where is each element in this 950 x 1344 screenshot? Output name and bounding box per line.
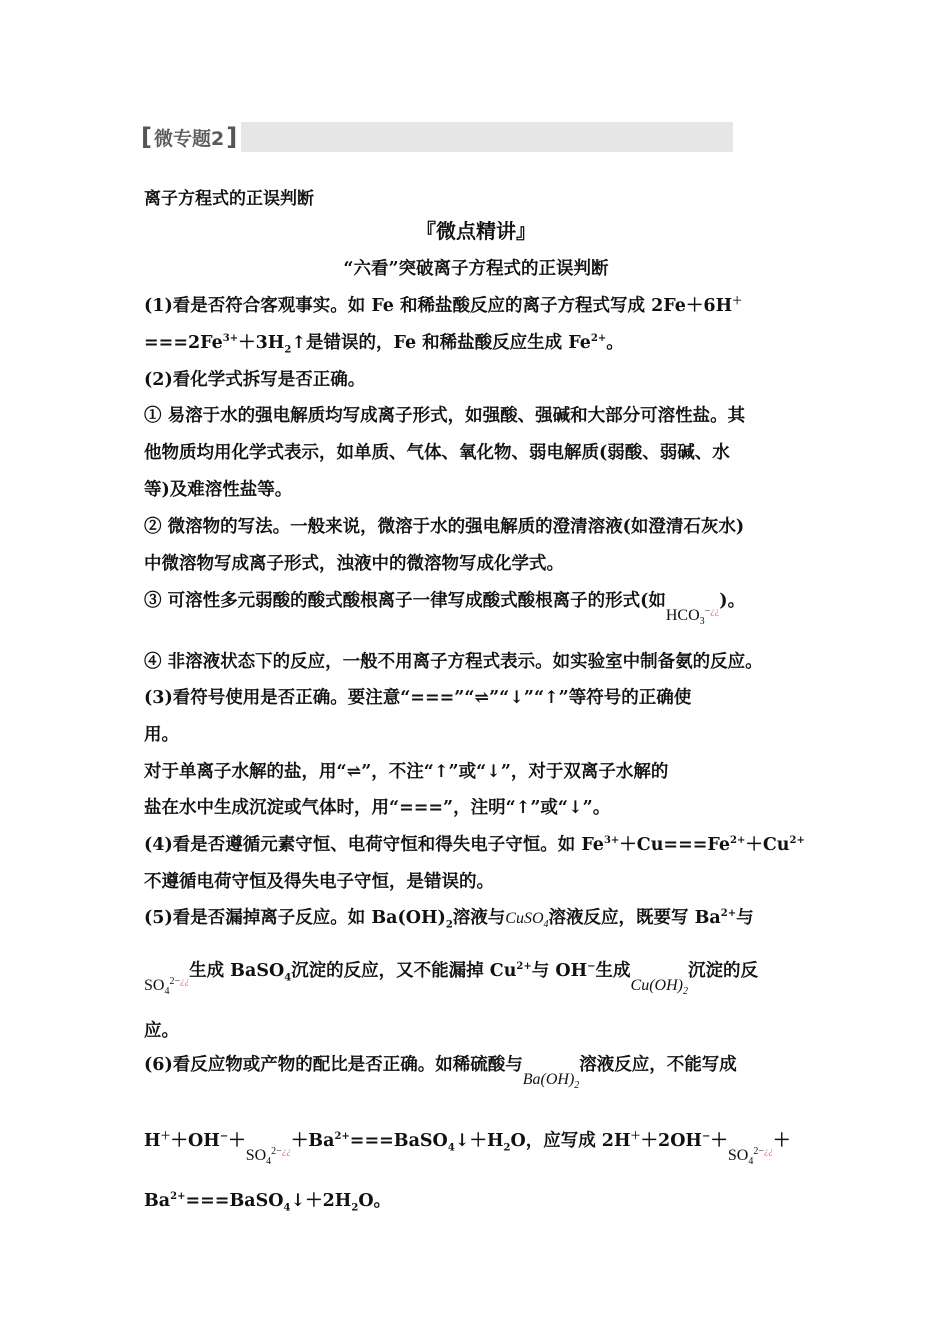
para-2-2-line-2: 中微溶物写成离子形式，浊液中的微溶物写成化学式。 [144,554,564,574]
cu-oh2-formula: $Cu(OH)_2$ [630,977,688,998]
ba-oh2-formula: $Ba(OH)_2$ [522,1071,580,1092]
para-6-line-2: $H^++OH^-+SO_4^{2-¿¿}+Ba^{2+}===BaSO_4↓+H_2O$，应写成 $2H^++2OH^-+SO_4^{2-¿¿}+$ [144,1131,791,1168]
para-2-4: ④ 非溶液状态下的反应，一般不用离子方程式表示。如实验室中制备氨的反应。 [144,652,763,672]
subheading: “六看”突破离子方程式的正误判断 [343,259,609,279]
para-2-1-line-3: 等)及难溶性盐等。 [144,480,293,500]
para-3-line-1: (3)看符号使用是否正确。要注意“===”“⇌”“↓”“↑”等符号的正确使 [144,688,692,708]
para-2-1-line-2: 他物质均用化学式表示，如单质、气体、氧化物、弱电解质(弱酸、弱碱、水 [144,443,730,463]
cuso4-formula: CuSO$_4$ [505,910,549,931]
topic-title: 离子方程式的正误判断 [144,189,314,209]
para-3-line-4: 盐在水中生成沉淀或气体时，用“===”，注明“↑”或“↓”。 [144,798,611,818]
right-bracket-icon: ] [226,123,238,151]
para-2-2-line-1: ② 微溶物的写法。一般来说，微溶于水的强电解质的澄清溶液(如澄清石灰水) [144,517,745,537]
section-banner [141,122,733,152]
para-4-line-2: 不遵循电荷守恒及得失电子守恒，是错误的。 [144,872,494,892]
para-2-1-line-1: ① 易溶于水的强电解质均写成离子形式，如强酸、强碱和大部分可溶性盐。其 [144,406,746,426]
para-2: (2)看化学式拆写是否正确。 [144,370,366,390]
banner-tag [141,122,241,152]
para-5-line-3: 应。 [144,1021,179,1041]
para-4-line-1: (4)看是否遵循元素守恒、电荷守恒和得失电子守恒。如 $Fe^{3+}+Cu===Fe^{2+}+Cu^{2+}$ [144,835,805,855]
para-2-3: ③ 可溶性多元弱酸的酸式酸根离子一律写成酸式酸根离子的形式(如$HCO_3^{-¿¿}$)。 [144,591,746,628]
para-3-line-3: 对于单离子水解的盐，用“⇌”，不注“↑”或“↓”，对于双离子水解的 [144,762,669,782]
para-1-line-1: (1)看是否符合客观事实。如 Fe 和稀盐酸反应的离子方程式写成 2Fe＋6H＋ [144,296,743,316]
so4-formula: $SO_4^{2-¿¿}$ [727,1145,773,1168]
para-6-line-3: $Ba^{2+}===BaSO_4↓+2H_2O$。 [144,1191,392,1214]
section-header: 『微点精讲』 [416,219,536,243]
so4-formula: $SO_4^{2-¿¿}$ [245,1145,291,1168]
left-bracket-icon: [ [141,123,152,151]
para-5-line-1: (5)看是否漏掉离子反应。如 $Ba(OH)_2$溶液与CuSO$_4$溶液反应，既要写 $Ba^{2+}$与 [144,908,754,931]
para-5-line-2: $SO_4^{2-¿¿}$生成 BaSO$_4$沉淀的反应，又不能漏掉 $Cu^{2+}$与 OH−生成$Cu(OH)_2$沉淀的反 [144,961,758,998]
hco3-formula: $HCO_3^{-¿¿}$ [665,605,720,628]
banner-label: 微专题2 [153,127,225,150]
para-6-line-1: (6)看反应物或产物的配比是否正确。如稀硫酸与$Ba(OH)_2$溶液反应，不能写成 [144,1055,737,1092]
para-1-line-2: $===2Fe^{3+}+3H_2↑$是错误的，Fe 和稀盐酸反应生成 $Fe^{2+}$。 [144,333,624,356]
para-3-line-2: 用。 [144,725,179,745]
so4-formula: $SO_4^{2-¿¿}$ [144,975,190,998]
